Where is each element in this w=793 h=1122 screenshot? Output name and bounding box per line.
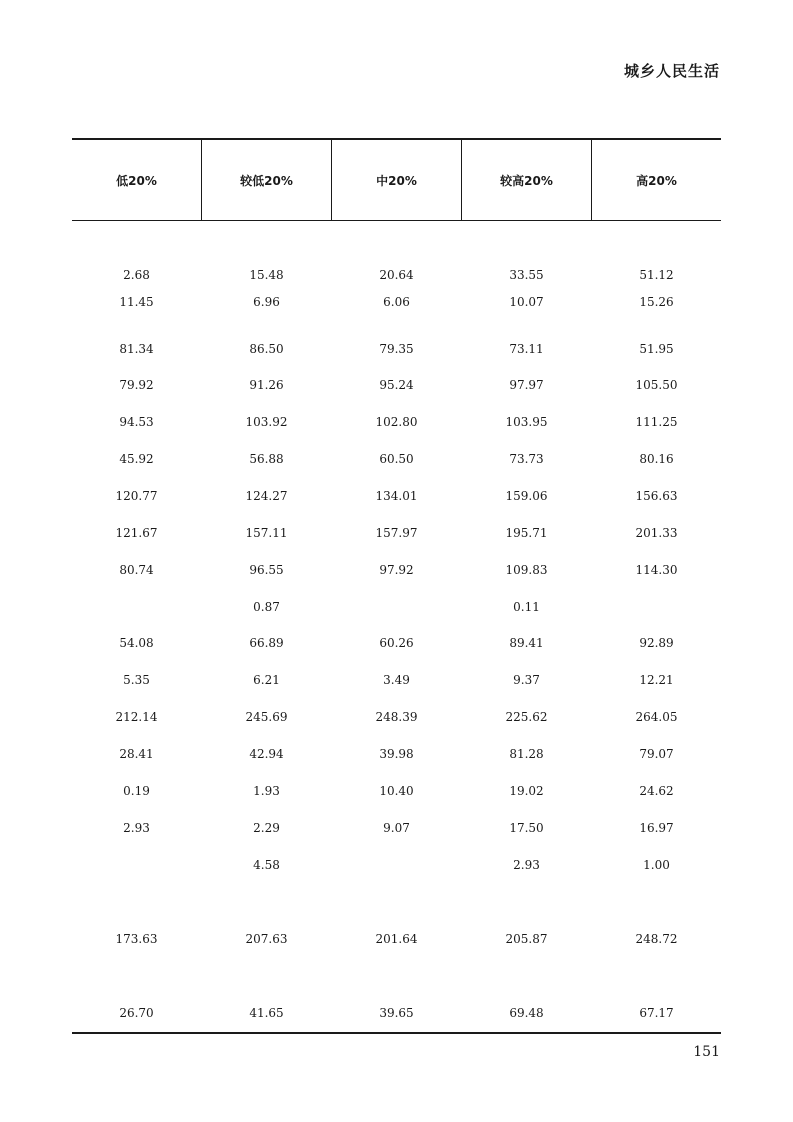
table-cell: 2.68 (123, 268, 150, 282)
table-cell: 1.00 (643, 858, 670, 872)
table-cell: 79.35 (379, 342, 414, 356)
table-cell: 80.16 (639, 452, 674, 466)
table-cell: 120.77 (115, 489, 158, 503)
table-cell: 114.30 (635, 563, 678, 577)
table-cell: 1.93 (253, 784, 280, 798)
table-cell: 264.05 (635, 710, 678, 724)
table-cell: 39.98 (379, 747, 414, 761)
table-cell: 28.41 (119, 747, 154, 761)
table-cell: 86.50 (249, 342, 284, 356)
table-cell: 9.07 (383, 821, 410, 835)
table-cell: 103.92 (245, 415, 288, 429)
table-cell: 80.74 (119, 563, 154, 577)
table-cell: 95.24 (379, 378, 414, 392)
table-cell: 124.27 (245, 489, 288, 503)
table-cell: 42.94 (249, 747, 284, 761)
table-cell: 6.96 (253, 295, 280, 309)
table-cell: 51.12 (639, 268, 674, 282)
table-cell: 201.64 (375, 932, 418, 946)
table-cell: 66.89 (249, 636, 284, 650)
table-cell: 97.92 (379, 563, 414, 577)
table-cell: 51.95 (639, 342, 674, 356)
table-cell: 89.41 (509, 636, 544, 650)
table-cell: 39.65 (379, 1006, 414, 1020)
table-cell: 41.65 (249, 1006, 284, 1020)
table-cell: 73.11 (509, 342, 544, 356)
table-cell: 60.26 (379, 636, 414, 650)
table-cell: 16.97 (639, 821, 674, 835)
table-cell: 157.97 (375, 526, 418, 540)
page-number: 151 (693, 1044, 720, 1060)
column-header-middle: 中20% (376, 173, 417, 188)
table-cell: 54.08 (119, 636, 154, 650)
table-cell: 156.63 (635, 489, 678, 503)
table-cell: 159.06 (505, 489, 548, 503)
table-cell: 134.01 (375, 489, 418, 503)
table-cell: 96.55 (249, 563, 284, 577)
table-cell: 19.02 (509, 784, 544, 798)
table-cell: 212.14 (115, 710, 158, 724)
table-cell: 79.92 (119, 378, 154, 392)
table-cell: 205.87 (505, 932, 548, 946)
table-cell: 33.55 (509, 268, 544, 282)
table-cell: 94.53 (119, 415, 154, 429)
table-cell: 24.62 (639, 784, 674, 798)
table-cell: 4.58 (253, 858, 280, 872)
table-cell: 73.73 (509, 452, 544, 466)
table-cell: 92.89 (639, 636, 674, 650)
table-cell: 0.87 (253, 600, 280, 614)
table-cell: 5.35 (123, 673, 150, 687)
table-cell: 173.63 (115, 932, 158, 946)
table-cell: 26.70 (119, 1006, 154, 1020)
table-cell: 102.80 (375, 415, 418, 429)
table-cell: 20.64 (379, 268, 414, 282)
table-cell: 12.21 (639, 673, 674, 687)
table-bottom-rule (72, 1032, 721, 1034)
table-cell: 111.25 (635, 415, 678, 429)
table-cell: 0.19 (123, 784, 150, 798)
table-cell: 248.72 (635, 932, 678, 946)
table-cell: 103.95 (505, 415, 548, 429)
table-cell: 17.50 (509, 821, 544, 835)
table-cell: 225.62 (505, 710, 548, 724)
table-cell: 2.93 (513, 858, 540, 872)
table-cell: 11.45 (119, 295, 154, 309)
table-cell: 15.48 (249, 268, 284, 282)
column-header-lower-middle: 较低20% (240, 173, 293, 188)
table-cell: 67.17 (639, 1006, 674, 1020)
table-cell: 91.26 (249, 378, 284, 392)
table-cell: 15.26 (639, 295, 674, 309)
table-cell: 157.11 (245, 526, 288, 540)
table-header-rule (72, 220, 721, 221)
table-cell: 81.34 (119, 342, 154, 356)
table-cell: 45.92 (119, 452, 154, 466)
column-header-high: 高20% (636, 173, 677, 188)
table-cell: 2.29 (253, 821, 280, 835)
table-cell: 9.37 (513, 673, 540, 687)
table-cell: 201.33 (635, 526, 678, 540)
column-header-upper-middle: 较高20% (500, 173, 553, 188)
column-header-low: 低20% (116, 173, 157, 188)
table-cell: 3.49 (383, 673, 410, 687)
table-cell: 195.71 (505, 526, 548, 540)
table-cell: 0.11 (513, 600, 540, 614)
table-cell: 60.50 (379, 452, 414, 466)
table-cell: 56.88 (249, 452, 284, 466)
table-cell: 10.40 (379, 784, 414, 798)
table-cell: 10.07 (509, 295, 544, 309)
table-cell: 97.97 (509, 378, 544, 392)
table-cell: 81.28 (509, 747, 544, 761)
table-cell: 69.48 (509, 1006, 544, 1020)
table-cell: 109.83 (505, 563, 548, 577)
table-cell: 245.69 (245, 710, 288, 724)
table-cell: 248.39 (375, 710, 418, 724)
table-cell: 79.07 (639, 747, 674, 761)
table-cell: 2.93 (123, 821, 150, 835)
table-cell: 105.50 (635, 378, 678, 392)
table-cell: 207.63 (245, 932, 288, 946)
table-cell: 6.06 (383, 295, 410, 309)
table-cell: 121.67 (115, 526, 158, 540)
running-header-title: 城乡人民生活 (623, 62, 720, 80)
table-cell: 6.21 (253, 673, 280, 687)
